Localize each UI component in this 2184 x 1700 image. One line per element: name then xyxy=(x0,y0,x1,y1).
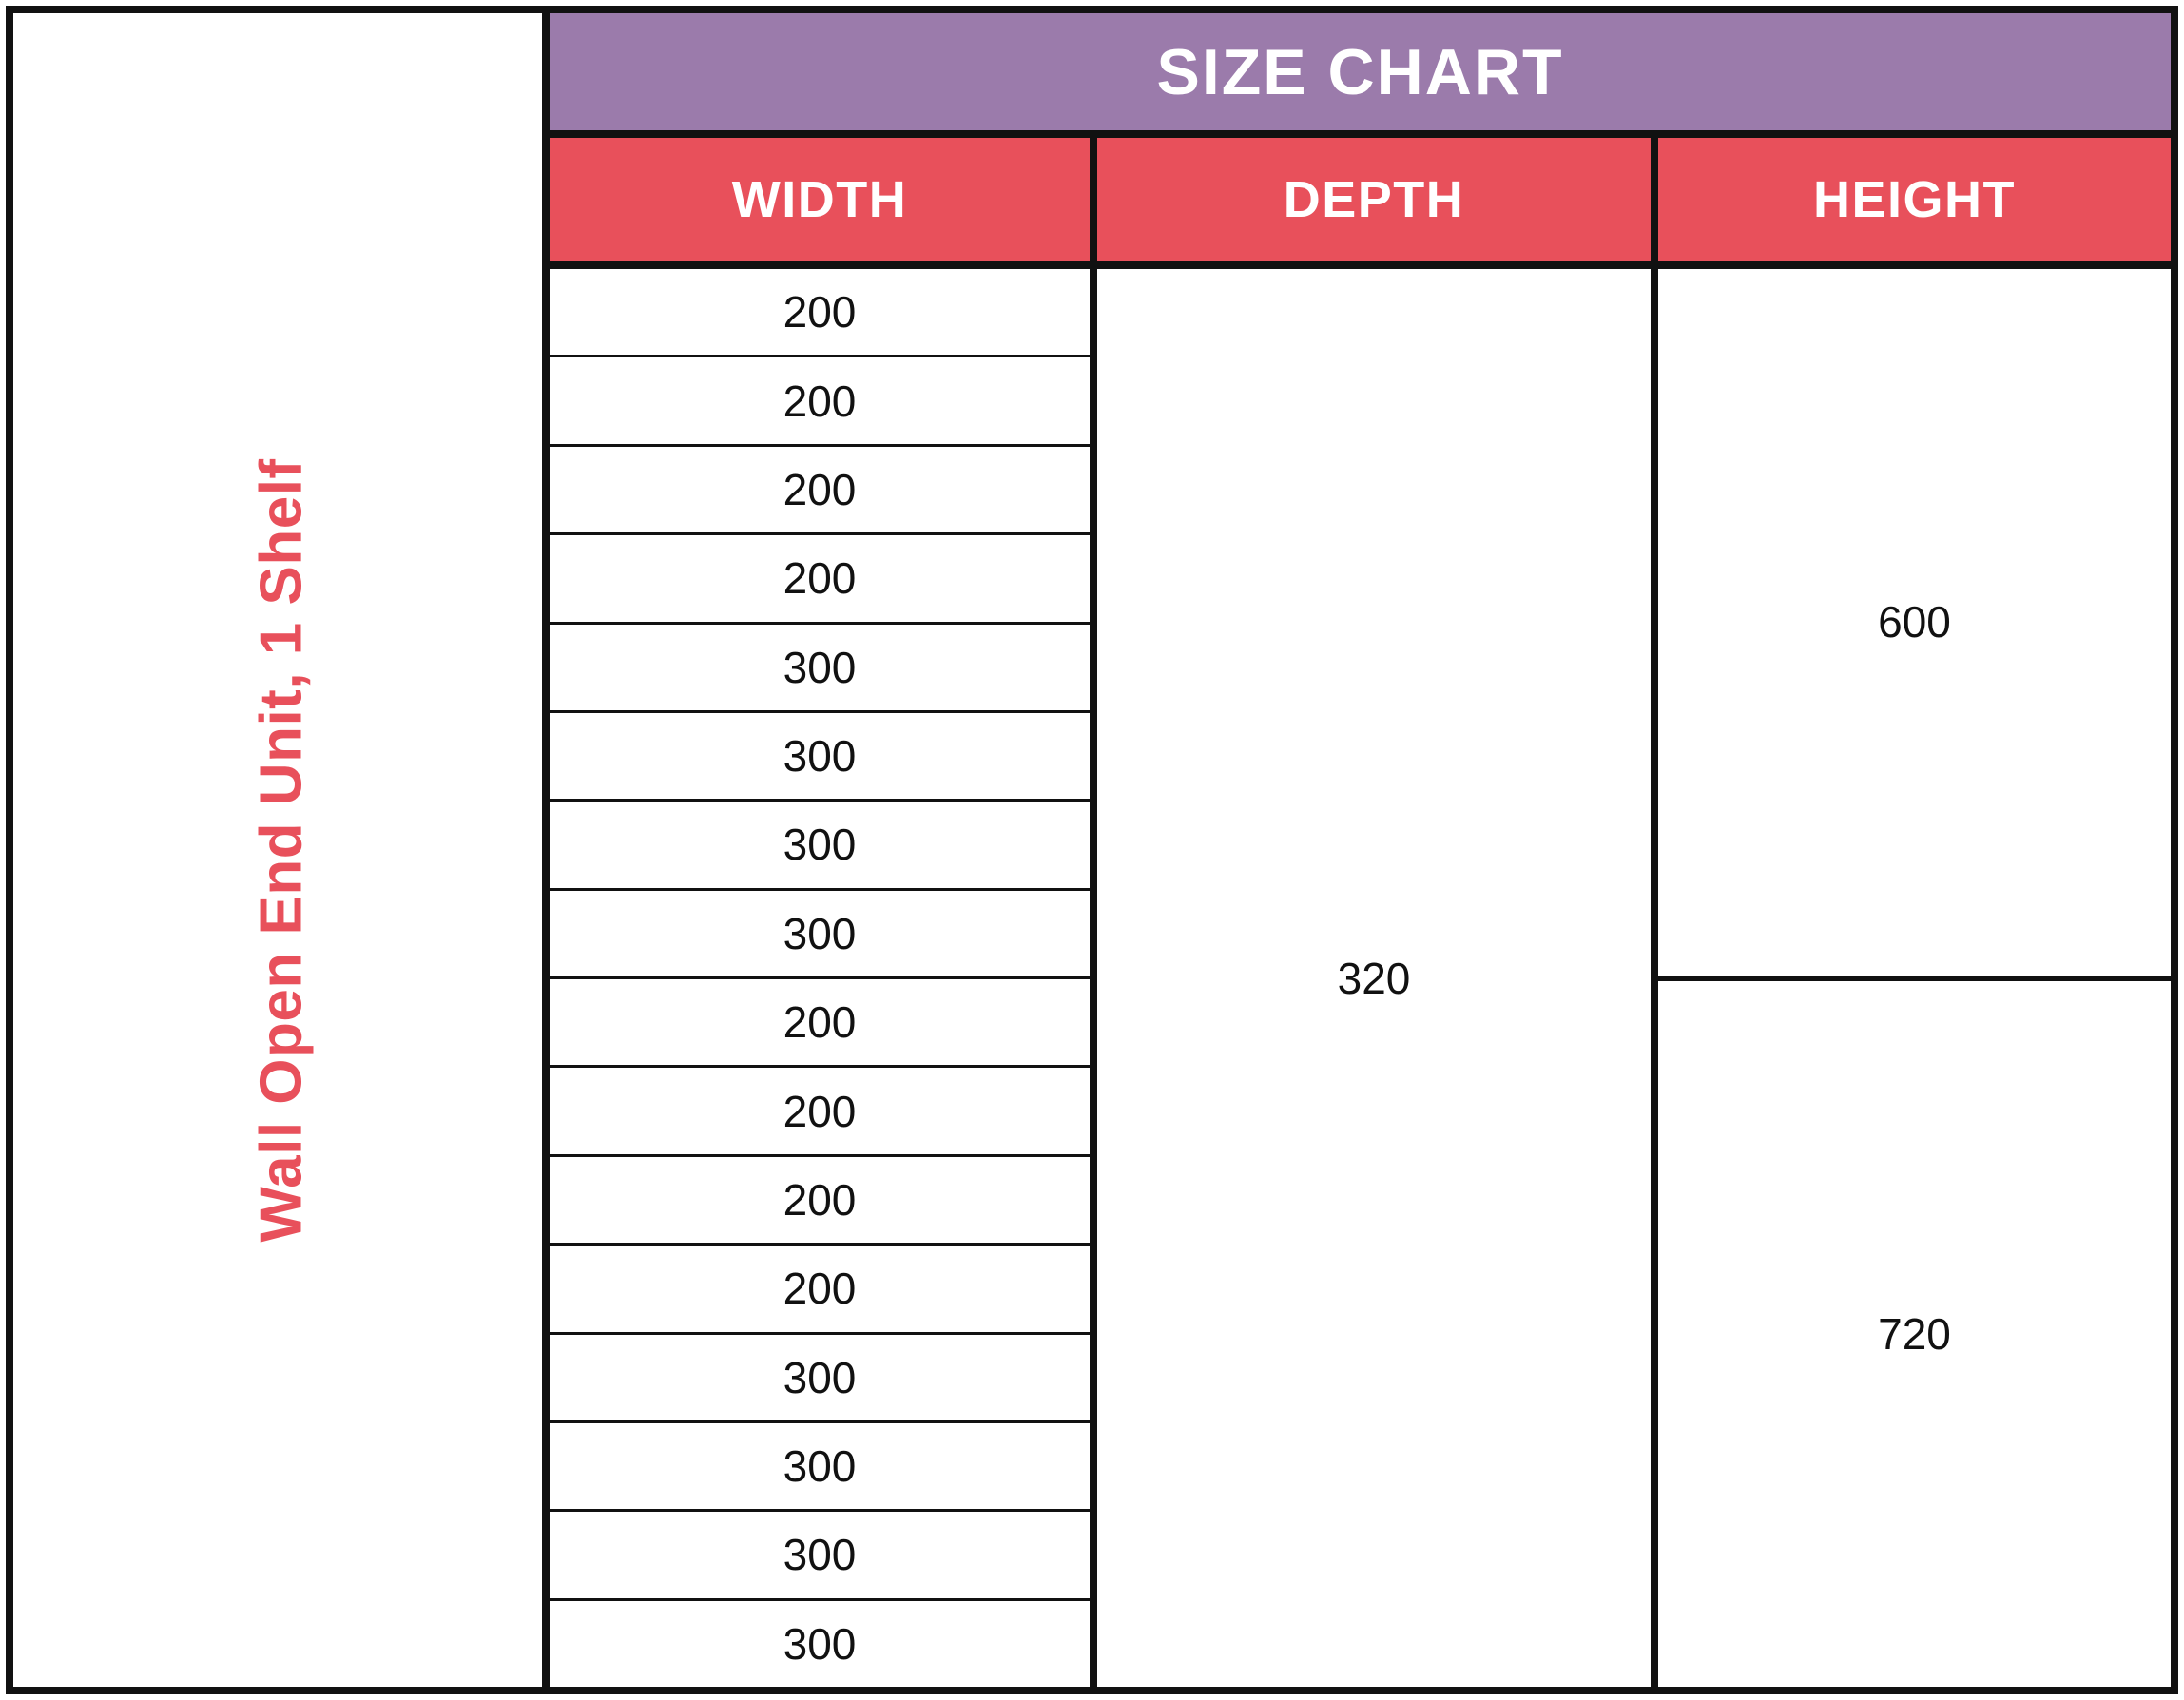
height-value: 720 xyxy=(1878,1308,1951,1359)
width-value: 200 xyxy=(783,1264,857,1314)
width-value: 300 xyxy=(783,1530,857,1580)
column-header-depth xyxy=(1097,138,1658,261)
table-row xyxy=(550,1157,1090,1246)
table-row xyxy=(550,1423,1090,1512)
table-body xyxy=(550,269,2171,1687)
depth-value: 320 xyxy=(1337,953,1411,1003)
column-header-depth-label: DEPTH xyxy=(1283,171,1465,228)
table-row xyxy=(550,625,1090,713)
width-value: 300 xyxy=(783,731,857,782)
width-value: 300 xyxy=(783,1618,857,1669)
size-chart-title-band xyxy=(550,13,2171,138)
height-group-1 xyxy=(1658,269,2171,981)
table-row xyxy=(550,1068,1090,1156)
product-label-rotated xyxy=(13,13,550,1687)
column-header-height xyxy=(1658,138,2171,261)
table-row xyxy=(550,1246,1090,1334)
table-row xyxy=(550,891,1090,979)
width-value: 300 xyxy=(783,642,857,692)
width-value: 300 xyxy=(783,820,857,870)
height-group-2 xyxy=(1658,981,2171,1688)
table-row xyxy=(550,447,1090,535)
table-row xyxy=(550,1512,1090,1600)
height-value: 600 xyxy=(1878,597,1951,647)
column-header-height-label: HEIGHT xyxy=(1812,171,2016,228)
height-column xyxy=(1658,269,2171,1687)
product-label-column xyxy=(13,13,550,1687)
width-value: 300 xyxy=(783,908,857,958)
width-value: 200 xyxy=(783,464,857,514)
width-value: 200 xyxy=(783,376,857,426)
depth-column xyxy=(1097,269,1658,1687)
column-header-width-label: WIDTH xyxy=(731,171,908,228)
width-column xyxy=(550,269,1097,1687)
table-row xyxy=(550,535,1090,624)
table-row xyxy=(550,979,1090,1068)
table-row xyxy=(550,802,1090,890)
table-row xyxy=(550,713,1090,802)
width-value: 200 xyxy=(783,1086,857,1136)
table-row xyxy=(550,269,1090,357)
width-value: 200 xyxy=(783,997,857,1048)
width-value: 300 xyxy=(783,1441,857,1492)
table-row xyxy=(550,357,1090,446)
width-value: 200 xyxy=(783,287,857,338)
table-row xyxy=(550,1601,1090,1687)
width-value: 200 xyxy=(783,1174,857,1225)
size-chart-table xyxy=(6,6,2178,1694)
column-header-width xyxy=(550,138,1097,261)
page-title: SIZE CHART xyxy=(1156,35,1564,108)
chart-body xyxy=(550,13,2171,1687)
product-label-text: Wall Open End Unit, 1 Shelf xyxy=(248,457,315,1243)
column-header-row xyxy=(550,138,2171,269)
width-value: 200 xyxy=(783,553,857,604)
table-row xyxy=(550,1335,1090,1423)
width-value: 300 xyxy=(783,1352,857,1402)
